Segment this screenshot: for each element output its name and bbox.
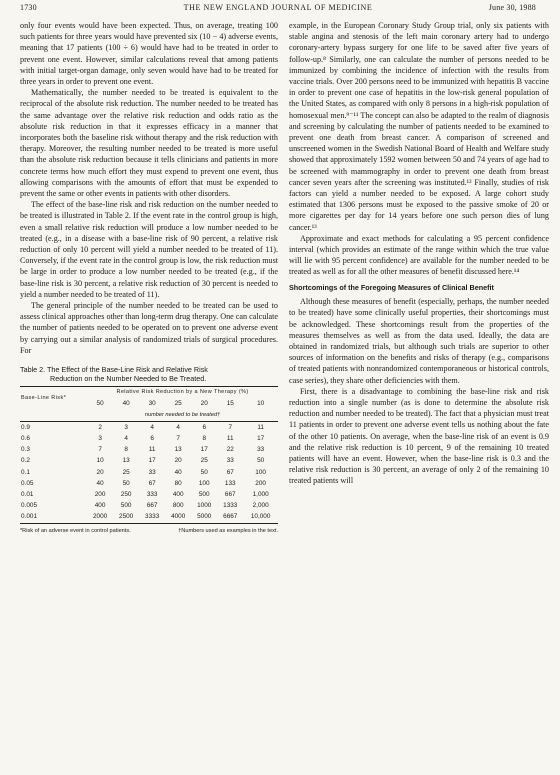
base-line-risk-cell: 0.05 — [21, 479, 34, 487]
page-number: 1730 — [20, 3, 37, 12]
column-header: 40 — [122, 400, 130, 408]
table-cell: 6 — [150, 434, 154, 442]
table-2 — [20, 386, 278, 523]
table-row — [20, 455, 278, 466]
table-cell: 67 — [148, 479, 156, 487]
table-cell: 8 — [124, 446, 128, 454]
table-cell: 20 — [96, 468, 104, 476]
table-row — [20, 500, 278, 511]
base-line-risk-cell: 0.005 — [21, 502, 37, 510]
table-cell: 4 — [124, 434, 128, 442]
row-header-title: Base-Line Risk* — [20, 387, 87, 410]
table-cell: 500 — [120, 502, 132, 510]
paragraph: First, there is a disadvantage to combining the base-line risk and risk reduction into a single number (as is done to determine the absolute risk reduction and number needed to be treated). The fact that a physician must treat 11 patients in order to prevent one adverse event tells us nothing about the fate of the other 10 patients. On average, when the base-line risk of an event is 0.9 and the relative risk reduction is 10 percent, 9 of the remaining 10 treated patients will have an event. However, when the base-line risk is 0.3 and the relative risk reduction is 30 percent, an average of only 2 of the remaining 10 treated patients will — [289, 386, 549, 486]
table-cell: 80 — [174, 479, 182, 487]
table-cell: 67 — [226, 468, 234, 476]
table-cell: 1333 — [223, 502, 238, 510]
table-cell: 33 — [226, 457, 234, 465]
table-cell: 11 — [257, 423, 264, 431]
table-cell: 13 — [122, 457, 130, 465]
paragraph: The effect of the base-line risk and risk reduction on the number needed to be treated is illustrated in Table 2. If the event rate in the control group is high, even a small relative risk reduction will produce a low number needed to be treated (e.g., in a disease with a base-line risk of 90 percent, a relative risk reduction of only 10 percent will yield a number needed to be treated of 11). Conversely, if the event rate in the control group is low, the risk reduction must be large in order to produce a low number needed to be treated (e.g., if the base-line risk is 30 percent, a relative risk reduction of 30 percent is needed to yield a number needed to be treated of 11). — [20, 200, 278, 299]
table-cell: 400 — [172, 490, 184, 498]
table-cell: 400 — [94, 502, 106, 510]
section-heading: Shortcomings of the Foregoing Measures of Clinical Benefit — [289, 282, 494, 292]
table-cell: 2000 — [87, 511, 113, 523]
table-cell: 17 — [200, 446, 208, 454]
column-header: 50 — [96, 400, 104, 408]
table-cell: 7 — [176, 434, 180, 442]
table-caption-line: Table 2. The Effect of the Base-Line Risk and Relative Risk — [20, 365, 208, 375]
column-header: 20 — [200, 400, 208, 408]
table-cell: 200 — [255, 479, 266, 487]
base-line-risk-cell: 0.001 — [20, 511, 87, 523]
table-footnotes — [20, 526, 278, 537]
table-cell: 3 — [98, 434, 102, 442]
table-cell: 500 — [198, 490, 210, 498]
table-cell: 25 — [200, 457, 208, 465]
column-header: 25 — [174, 400, 182, 408]
table-cell: 800 — [172, 502, 184, 510]
table-cell: 6667 — [217, 511, 243, 523]
table-row — [20, 511, 278, 523]
left-column — [20, 20, 278, 760]
table-cell: 40 — [174, 468, 182, 476]
paragraph: The general principle of the number needed to be treated can be used to assess clinical approaches other than long-term drug therapy. One can calculate the number of patients needed to be operated on to prevent one adverse event by carrying out a similar analysis of randomized trials of surgical procedures. For — [20, 301, 278, 355]
table-cell: 40 — [96, 479, 104, 487]
table-cell: 100 — [255, 468, 266, 476]
table-cell: 1000 — [197, 502, 212, 510]
table-cell: 3333 — [139, 511, 165, 523]
table-cell: 22 — [226, 446, 234, 454]
table-cell: 1,000 — [252, 490, 269, 498]
paragraph: example, in the European Coronary Study Group trial, only six patients with stable angina and stenosis of the left main coronary artery had to undergo coronary-artery bypass surgery for one life to be saved after five years of follow-up.⁸ Similarly, one can calculate the number of persons needed to be immunized by combining the incidence of infection with the results from vaccine trials. Over 200 persons need to be immunized with hepatitis B vaccine in order to prevent one case of hepatitis in the low-risk general population of the United States, as compared with only 8 persons in a high-risk population of homosexual men.⁹⁻¹¹ The concept can also be adapted to the realm of diagnosis and screening by calculating the number of patients needed to be examined to prevent one death from breast cancer. A comparison of screened and unscreened women in the Swedish National Board of Health and Welfare study showed that approximately 1592 women between 50 and 74 years of age had to be screened with mammography in order to prevent one death from breast cancer seven years after the screening was instituted.¹² Finally, studies of risk factors can yield a number needed to be exposed. A large cohort study estimated that 1306 persons must be exposed to the passive smoke of 20 or more cigarettes per day for 14 years before one such person dies of lung cancer.¹³ — [289, 21, 549, 232]
base-line-risk-cell: 0.1 — [21, 468, 30, 476]
table-row — [20, 467, 278, 478]
table-cell: 4 — [150, 423, 154, 431]
base-line-risk-cell: 0.6 — [21, 434, 30, 442]
table-cell: 200 — [94, 490, 106, 498]
running-header — [20, 3, 536, 15]
table-cell: 333 — [146, 490, 158, 498]
column-header: 15 — [226, 400, 234, 408]
table-cell: 50 — [257, 457, 265, 465]
table-cell: 5000 — [191, 511, 217, 523]
table-row — [20, 478, 278, 489]
table-cell: 50 — [122, 479, 130, 487]
table-cell: 250 — [120, 490, 132, 498]
right-column — [289, 20, 549, 760]
table-body — [20, 421, 278, 523]
table-cell: 17 — [148, 457, 156, 465]
table-cell: 33 — [257, 446, 265, 454]
table-row — [20, 433, 278, 444]
table-cell: 7 — [228, 423, 233, 431]
table-cell: 667 — [224, 490, 236, 498]
table-cell: 17 — [257, 434, 265, 442]
table-cell: 100 — [198, 479, 210, 487]
table-cell: 8 — [202, 434, 206, 442]
units-label: number needed to be treated† — [87, 410, 278, 422]
issue-date: June 30, 1988 — [488, 3, 536, 12]
paragraph: Mathematically, the number needed to be treated is equivalent to the reciprocal of the absolute risk reduction. The number needed to be treated has the same advantage over the relative risk reduction and odds ratio as the absolute risk reduction in that it expresses efficacy in a manner that incorporates both the baseline risk without therapy and the risk reduction with therapy. Moreover, the resulting number needed to be treated is more useful than the absolute risk reduction because it tells clinicians and patients in more concrete terms how much effort they must expend to prevent one event, thus allowing comparisons with the amounts of effort that must be expended to prevent the same or other events in patients with other disorders. — [20, 88, 278, 199]
base-line-risk-cell: 0.9 — [21, 423, 30, 431]
paragraph: Although these measures of benefit (especially, perhaps, the number needed to be treated) have some clinically useful properties, their shortcomings must be acknowledged. These shortcomings result from the properties of the measures themselves as well as from the data used. Ideally, the data are obtained in randomized trials, but although such trials are superior to other sources of information on the benefits and risks of therapy (e.g., comparisons of treated patients with nonrandomized contemporaneous or historical controls, case series), they share other deficiencies with them. — [289, 297, 549, 385]
column-header: 10 — [257, 400, 265, 408]
table-cell: 2 — [98, 423, 102, 431]
table-cell: 7 — [98, 446, 102, 454]
journal-title: THE NEW ENGLAND JOURNAL OF MEDICINE — [183, 3, 373, 12]
table-row — [20, 489, 278, 500]
table-cell: 25 — [122, 468, 130, 476]
column-group-header: Relative Risk Reduction by a New Therapy (%) — [87, 387, 278, 399]
table-cell: 50 — [200, 468, 208, 476]
table-cell: 10 — [96, 457, 104, 465]
table-cell: 11 — [226, 434, 234, 442]
table-cell: 2500 — [113, 511, 139, 523]
base-line-risk-cell: 0.3 — [21, 446, 30, 454]
base-line-risk-cell: 0.01 — [21, 490, 34, 498]
table-cell: 10,000 — [243, 511, 278, 523]
table-cell: 6 — [202, 423, 206, 431]
column-header: 30 — [148, 400, 156, 408]
footnote: *Risk of an adverse event in control patients. — [20, 527, 131, 534]
table-cell: 3 — [124, 423, 128, 431]
paragraph: Approximate and exact methods for calculating a 95 percent confidence interval (which provides an estimate of the range within which the true value will lie with 95 percent confidence) are available for the number needed to be treated as well as for all the other measures of benefit discussed here.¹⁴ — [289, 233, 549, 277]
table-caption — [20, 365, 278, 383]
table-caption-line: Reduction on the Number Needed to Be Treated. — [50, 374, 207, 384]
table-cell: 20 — [174, 457, 182, 465]
table-row — [20, 444, 278, 455]
table-cell: 4 — [176, 423, 180, 431]
table-cell: 2,000 — [252, 502, 269, 510]
table-cell: 13 — [174, 446, 182, 454]
table-cell: 4000 — [165, 511, 191, 523]
base-line-risk-cell: 0.2 — [21, 457, 30, 465]
table-cell: 133 — [224, 479, 236, 487]
table-cell: 33 — [148, 468, 156, 476]
footnote: †Numbers used as examples in the text. — [178, 527, 278, 534]
table-cell: 11 — [148, 446, 156, 454]
table-row — [20, 421, 278, 433]
paragraph: only four events would have been expected. Thus, on average, treating 100 such patients for three years would have prevented six (10 − 4) adverse events, meaning that 17 patients (100 ÷ 6) would have had to be treated in order to prevent one event. However, similar calculations reveal that among patients with initial target-organ damage, only seven would have had to be treated for three years in order to prevent one event. — [20, 21, 278, 87]
table-cell: 667 — [146, 502, 158, 510]
